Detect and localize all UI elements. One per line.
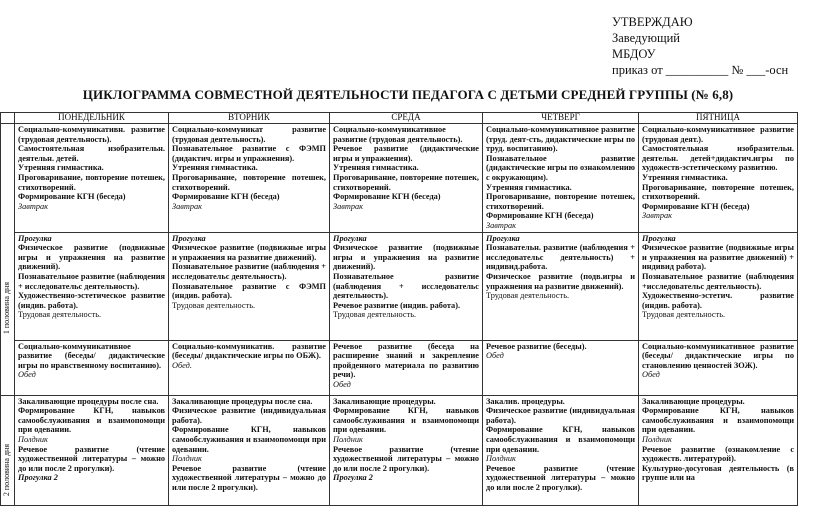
cell-mon-lunch (15, 340, 169, 395)
activity: Физическое развитие (подвижные игры и упражнения на развитие движений). (172, 243, 326, 262)
activity: Познавательное развитие (наблюдения + исследовательс деятельность). (172, 262, 326, 281)
walk-label: Прогулка (333, 233, 367, 243)
activity: Речевое развитие (беседы). (486, 341, 587, 351)
activity: Физическое развитие (индивидуальная работа). (172, 406, 326, 425)
activity: Утренняя гимнастика. (18, 163, 104, 173)
activity: Формирование КГН, навыков самообслуживания и взаимопомощи при одевании. (172, 425, 326, 454)
corner-cell (1, 113, 15, 124)
activity: Художественно-эстетическое развитие (индив. работа). (18, 291, 165, 310)
cell-thu-afternoon (483, 395, 639, 505)
activity: Социально-коммуникативн. развитие (трудовая деятельность). (18, 125, 165, 144)
activity: Физическое развитие (подвижные игры и упражнения на развитие движений). (18, 243, 165, 272)
activity: Речевое развитие (чтение художественной литературы – можно до или после 2 прогулки). (486, 463, 635, 492)
table-row (1, 124, 798, 233)
first-half-label-cell (1, 124, 15, 396)
cell-thu-morning (483, 124, 639, 233)
approval-position: Заведующий (612, 31, 680, 45)
activity: Закаливающие процедуры. (333, 396, 436, 406)
activity: Утренняя гимнастика. (172, 163, 258, 173)
approval-block (612, 14, 788, 78)
activity: Познавательное развитие (дидактические игры по ознакомлению с окружающим). (486, 153, 635, 182)
cell-tue-walk (169, 232, 330, 340)
second-half-label: 2 половина дня (2, 444, 11, 497)
meal-label: Полдник (172, 454, 202, 464)
cell-fri-morning (639, 124, 798, 233)
document-title: ЦИКЛОГРАММА СОВМЕСТНОЙ ДЕЯТЕЛЬНОСТИ ПЕДАГОГА С ДЕТЬМИ СРЕДНЕЙ ГРУППЫ (№ 6,8) (82, 87, 734, 102)
meal-label: Полдник (486, 454, 516, 464)
activity: Социально-коммуникативное развитие (беседы/ дидактические игры по становлению ценностей ЗОЖ). (642, 341, 794, 370)
activity: Речевое развитие (дидактические игры и упражнения). (333, 144, 479, 163)
activity: Социально-коммуникативное развитие (трудовая деят.). (642, 125, 794, 144)
meal-label: Завтрак (18, 201, 49, 211)
meal-label: Полдник (642, 434, 672, 444)
activity: Познавательное развитие с ФЭМП (дидактич. игры и упражнения). (172, 144, 326, 163)
activity: Проговаривание, повторение потешек, стихотворений. (486, 192, 635, 211)
cell-wed-afternoon (330, 395, 483, 505)
walk-label: Прогулка (172, 233, 206, 243)
walk-label: Прогулка (18, 233, 52, 243)
activity: Трудовая деятельность. (486, 291, 570, 301)
activity: Социально-коммуникативное развитие (беседы/ дидактические игры по нравственному воспитанию). (18, 341, 165, 370)
activity: Трудовая деятельность. (18, 310, 102, 320)
activity: Социально-коммуникативное развитие (трудовая деятельность). (333, 125, 463, 144)
meal-label: Обед (333, 379, 351, 389)
activity: Речевое развитие (чтение художественной литературы – можно до или после 2 прогулки). (18, 444, 165, 473)
activity: Формирование КГН, навыков самообслуживания и взаимопомощи при одевании. (333, 406, 479, 435)
approval-organization: МБДОУ (612, 47, 656, 61)
cell-wed-walk (330, 232, 483, 340)
table-row (1, 232, 798, 340)
activity: Утренняя гимнастика. (486, 182, 572, 192)
activity: Проговаривание, повторение потешек, стихотворений. (172, 172, 326, 192)
walk-label: Прогулка 2 (333, 473, 373, 483)
cell-wed-morning (330, 124, 483, 233)
activity: Познавательное развитие (наблюдения + исследовательс деятельность). (333, 271, 479, 301)
activity: Утренняя гимнастика. (333, 163, 419, 173)
activity: Физическое развитие (подвижные игры и упражнения на развитие движений) + индивид работа). (642, 243, 794, 272)
activity: Речевое развитие (чтение художественной литературы – можно до или после 2 прогулки). (333, 444, 479, 473)
cyclogram-table (0, 112, 798, 506)
meal-label: Завтрак (642, 211, 673, 221)
activity: Трудовая деятельность. (642, 310, 726, 320)
activity: Формирование КГН, навыков самообслуживания и взаимопомощи при одевании. (18, 406, 165, 435)
activity: Закаливающие процедуры после сна. (18, 396, 159, 406)
activity: Самостоятельная изобразительн. деятельн. детей+дидактич.игры по художеств-эстетическому развитию. (642, 144, 794, 173)
activity: Проговаривание, повторение потешек, стихотворений. (642, 182, 794, 202)
cell-thu-lunch (483, 340, 639, 395)
cell-tue-morning (169, 124, 330, 233)
activity: Речевое развитие (беседа на расширение знаний и закрепление пройденного материала по развитию речи). (333, 341, 479, 380)
day-wednesday: СРЕДА (330, 113, 483, 124)
meal-label: Завтрак (333, 201, 364, 211)
activity: Трудовая деятельность. (172, 300, 256, 310)
meal-label: Полдник (18, 434, 48, 444)
activity: Социально-коммуникативное развитие (труд. деят-сть, дидактические игры по труд. воспитанию). (486, 125, 635, 154)
activity: Закаливающие процедуры после сна. (172, 396, 313, 406)
day-monday: ПОНЕДЕЛЬНИК (15, 113, 169, 124)
activity: Культурно-досуговая деятельность (в группе или на (642, 463, 794, 483)
second-half-label-cell (1, 395, 15, 505)
activity: Трудовая деятельность. (333, 310, 417, 320)
day-tuesday: ВТОРНИК (169, 113, 330, 124)
activity: Формирование КГН (беседа) (642, 201, 750, 211)
day-thursday: ЧЕТВЕРГ (483, 113, 639, 124)
activity: Закалив. процедуры. (486, 396, 565, 406)
day-friday: ПЯТНИЦА (639, 113, 798, 124)
cell-tue-lunch (169, 340, 330, 395)
activity: Физическое развитие (подвижные игры и упражнения на развитие движений). (333, 243, 479, 272)
activity: Формирование КГН (беседа) (333, 192, 441, 202)
cell-mon-afternoon (15, 395, 169, 505)
activity: Формирование КГН (беседа) (172, 192, 280, 202)
cell-fri-lunch (639, 340, 798, 395)
approval-order-line: приказ от __________ № ___-осн (612, 63, 789, 77)
meal-label: Обед (18, 370, 36, 380)
cell-mon-morning (15, 124, 169, 233)
cell-thu-walk (483, 232, 639, 340)
activity: Познавательное развитие с ФЭМП (индив. работа). (172, 281, 326, 301)
table-row (1, 340, 798, 395)
activity: Познавательн. развитие (наблюдения + исследовательс деятельность) + индивид.работа. (486, 243, 635, 272)
activity: Закаливающие процедуры. (642, 396, 745, 406)
activity: Речевое развитие (индив. работа). (333, 300, 461, 310)
cell-fri-walk (639, 232, 798, 340)
activity: Формирование КГН (беседа) (486, 211, 594, 221)
activity: Социально-коммуникатив. развитие (беседы/ дидактические игры по ОБЖ). (172, 341, 326, 361)
activity: Формирование КГН, навыков самообслуживания и взаимопомощи при одевании. (642, 406, 794, 435)
activity: Познавательное развитие (наблюдения + исследовательс деятельность). (18, 271, 165, 291)
activity: Физическое развитие (индивидуальная работа). (486, 406, 635, 425)
meal-label: Завтрак (486, 220, 517, 230)
activity: Речевое развитие (ознакомление с художеств. литературой). (642, 444, 794, 464)
first-half-label: 1 половина дня (2, 282, 11, 335)
activity: Проговаривание, повторение потешек, стихотворений. (18, 172, 165, 192)
cell-fri-afternoon (639, 395, 798, 505)
activity: Формирование КГН (беседа) (18, 192, 126, 202)
day-header-row (1, 113, 798, 124)
meal-label: Обед (486, 351, 504, 361)
meal-label: Завтрак (172, 201, 203, 211)
meal-label: Обед (642, 370, 660, 380)
activity: Познавательное развитие (наблюдения +исследовательс деятельность). (642, 271, 794, 291)
activity: Формирование КГН, навыков самообслуживания и взаимопомощи при одевании. (486, 425, 635, 454)
activity: Речевое развитие (чтение художественной литературы – можно до или после 2 прогулки). (172, 463, 326, 492)
cell-wed-lunch (330, 340, 483, 395)
activity: Физическое развитие (подв.игры и упражнения на развитие движений). (486, 271, 635, 291)
activity: Утренняя гимнастика. (642, 172, 728, 182)
walk-label: Прогулка (642, 233, 676, 243)
walk-label: Прогулка 2 (18, 473, 58, 483)
activity: Самостоятельная изобразительн. деятельн. детей. (18, 144, 165, 163)
cell-mon-walk (15, 232, 169, 340)
approval-heading: УТВЕРЖДАЮ (612, 15, 693, 29)
activity: Художественно-эстетич. развитие (индив. работа). (642, 291, 794, 310)
meal-label: Полдник (333, 434, 363, 444)
meal-label: Обед. (172, 360, 192, 370)
cell-tue-afternoon (169, 395, 330, 505)
walk-label: Прогулка (486, 233, 520, 243)
activity: Проговаривание, повторение потешек, стихотворений. (333, 172, 479, 192)
table-row (1, 395, 798, 505)
activity: Социально-коммуникат развитие (трудовая деятельность). (172, 125, 326, 144)
